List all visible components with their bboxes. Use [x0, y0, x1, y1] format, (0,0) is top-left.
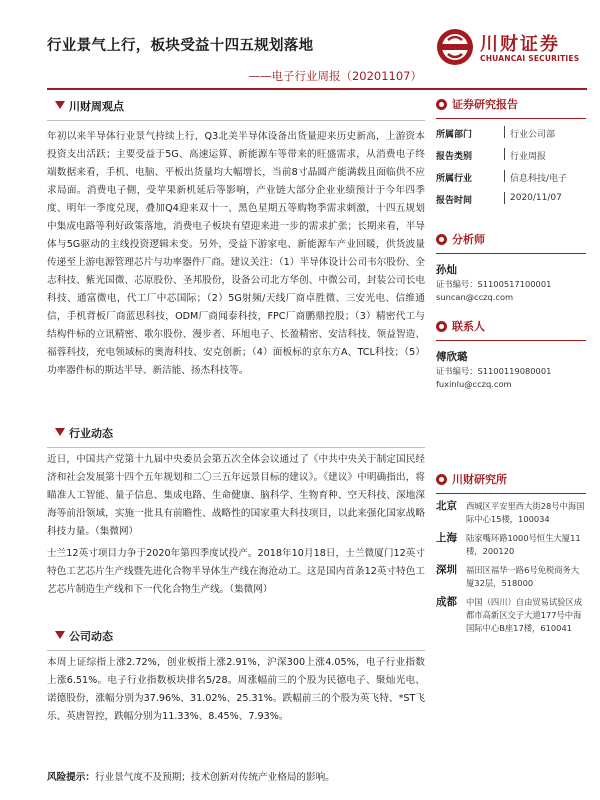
- contact-card: [436, 349, 586, 391]
- logo-text-en: CHUANCAI SECURITIES: [480, 54, 580, 63]
- section-divider: [47, 120, 425, 121]
- logo-mark-icon: [436, 28, 474, 66]
- company-logo: [436, 28, 586, 68]
- section-heading: [47, 626, 425, 646]
- section-heading: [47, 423, 425, 443]
- target-icon: [436, 234, 447, 245]
- institute-heading: [436, 471, 586, 489]
- sidebar: [436, 96, 586, 635]
- info-separator: [504, 170, 505, 182]
- section-divider: [47, 650, 425, 651]
- analyst-email[interactable]: suncan@cczq.com: [436, 292, 514, 302]
- risk-warning: [47, 770, 425, 786]
- info-value: 信息科技/电子: [510, 174, 568, 184]
- info-value: 2020/11/07: [510, 193, 562, 203]
- section-body-2: 士兰12英寸项目力争于2020年第四季度试投产。2018年10月18日，士兰微厦门12英寸特色工艺芯片生产线暨先进化合物半导体生产线在海沧动工。这是国内首条12英寸特色工艺芯片制造生产线和下一代化合物生产线。（集微网）: [47, 548, 425, 595]
- sidebar-divider: [436, 118, 586, 119]
- triangle-bullet-icon: [55, 631, 65, 639]
- office-city: 北京: [436, 500, 457, 512]
- office-beijing: [436, 500, 586, 526]
- institute-title: 川财研究所: [452, 473, 507, 486]
- office-city: 上海: [436, 532, 457, 544]
- risk-text: 行业景气度不及预期；技术创新对传统产业格局的影响。: [94, 772, 335, 783]
- office-city: 深圳: [436, 564, 457, 576]
- sidebar-divider: [436, 253, 586, 254]
- section-heading: [47, 96, 425, 116]
- office-chengdu: [436, 596, 586, 635]
- info-key: 报告类别: [436, 152, 473, 162]
- header-divider: [47, 88, 587, 90]
- section-body: 本周上证综指上涨2.72%，创业板指上涨2.91%，沪深300上涨4.05%，电子行业指数上涨6.51%。电子行业指数板块排名5/28。周涨幅前三的个股为民德电子、聚灿光电、诺德股份，涨幅分别为37.96%、31.02%、25.31%。跌幅前三的个股为英飞特、*ST飞乐、英唐智控，跌幅分别为11.33%、8.45%、7.93%。: [47, 657, 425, 722]
- info-separator: [504, 192, 505, 204]
- sidebar-divider: [436, 493, 586, 494]
- info-separator: [504, 126, 505, 138]
- info-value: 行业公司部: [510, 130, 556, 140]
- contact-email[interactable]: fuxinlu@cczq.com: [436, 379, 512, 389]
- section-company-news: [47, 626, 425, 726]
- contact-title: 联系人: [452, 320, 485, 333]
- contact-cert: 证书编号：S1100119080001: [436, 366, 552, 376]
- analyst-title: 分析师: [452, 233, 485, 246]
- office-address: 中国（四川）自由贸易试验区成都市高新区交子大道177号中海国际中心B座17楼，610041: [466, 597, 583, 633]
- analyst-card: [436, 262, 586, 304]
- section-title: 行业动态: [69, 427, 113, 440]
- info-key: 报告时间: [436, 196, 473, 206]
- section-industry-news: [47, 423, 425, 599]
- section-title: 公司动态: [69, 630, 113, 643]
- analyst-heading: [436, 231, 586, 249]
- info-value: 行业周报: [510, 152, 547, 162]
- office-shenzhen: [436, 564, 586, 590]
- contact-name: 傅欣璐: [436, 351, 468, 363]
- info-separator: [504, 148, 505, 160]
- info-row: [436, 189, 586, 211]
- analyst-name: 孙灿: [436, 264, 457, 276]
- section-title: 川财周观点: [69, 100, 124, 113]
- report-headline: 行业景气上行，板块受益十四五规划落地: [47, 38, 314, 54]
- report-info-table: [436, 123, 586, 211]
- info-key: 所属部门: [436, 130, 473, 140]
- office-address: 福田区福华一路6号免税商务大厦32层，518000: [466, 565, 580, 588]
- info-row: [436, 167, 586, 189]
- contact-heading: [436, 318, 586, 336]
- report-header: [0, 0, 600, 92]
- info-key: 所属行业: [436, 174, 473, 184]
- report-subline: ——电子行业周报（20201107）: [248, 69, 422, 83]
- office-shanghai: [436, 532, 586, 558]
- logo-text-cn: 川财证券: [480, 34, 560, 55]
- triangle-bullet-icon: [55, 428, 65, 436]
- analyst-cert: 证书编号：S1100517100001: [436, 279, 552, 289]
- office-city: 成都: [436, 596, 457, 608]
- info-row: [436, 145, 586, 167]
- section-divider: [47, 447, 425, 448]
- section-body: 近日，中国共产党第十九届中央委员会第五次全体会议通过了《中共中央关于制定国民经济和社会发展第十四个五年规划和二〇三五年远景目标的建议》。《建议》中明确指出，将瞄准人工智能、量子信息、集成电路、生命健康、脑科学、生物育种、空天科技、深地深海等前沿领域，实施一批具有前瞻性、战略性的国家重大科技项目，以此来强化国家战略科技力量。（集微网）: [47, 454, 425, 537]
- triangle-bullet-icon: [55, 101, 65, 109]
- target-icon: [436, 99, 447, 110]
- sidebar-divider: [436, 340, 586, 341]
- report-info-heading: [436, 96, 586, 114]
- office-address: 陆家嘴环路1000号恒生大厦11楼，200120: [466, 533, 581, 556]
- section-body: 年初以来半导体行业景气持续上行，Q3北美半导体设备出货量迎来历史新高，上游资本投资支出活跃；主要受益于5G、高速运算、新能源车等带来的旺盛需求，从消费电子终端数据来看，手机、电脑、平板出货量均大幅增长，当前8寸晶圆产能满载且面临供不应求局面。消费电子側，受苹果新机延后等影响，产业链大部分企业业绩预计于今年四季度、明年一季度兑现，叠加Q4迎来双十一、黑色星期五等购物季需求刺激，十四五规划中集成电路等利好政策落地，消费电子板块有望迎来进一步的需求扩张；长期来看，半导体与5G驱动的主线投资逻辑未变。另外，受益下游家电、新能源车产业回暖，供货波量传递至上游电源管理芯片与功率器件厂商。建议关注：（1）半导体设计公司韦尔股份、全志科技、紫光国微、芯原股份、圣邦股份，设备公司北方华创、中微公司，封装公司长电科技、通富微电，代工厂中芯国际；（2）5G射频/天线厂商卓胜微、三安光电、信维通信，手机背板厂商蓝思科技，ODM厂商闻泰科技，FPC厂商鹏鼎控股；（3）精密代工与结构件标的立讯精密、歌尔股份、漫步者、环旭电子、长盈精密、安洁科技、领益智造、福蓉科技，充电领域标的奥海科技、安克创新；（4）面板标的京东方A、TCL科技；（5）功率器件标的斯达半导、新洁能、扬杰科技等。: [47, 131, 425, 376]
- section-weekly-view: [47, 96, 425, 380]
- office-address: 西城区平安里西大街28号中海国际中心15楼，100034: [466, 501, 585, 524]
- office-list: [436, 500, 586, 635]
- risk-label: 风险提示：: [47, 772, 95, 783]
- info-row: [436, 123, 586, 145]
- target-icon: [436, 321, 447, 332]
- target-icon: [436, 474, 447, 485]
- report-info-title: 证券研究报告: [452, 98, 518, 111]
